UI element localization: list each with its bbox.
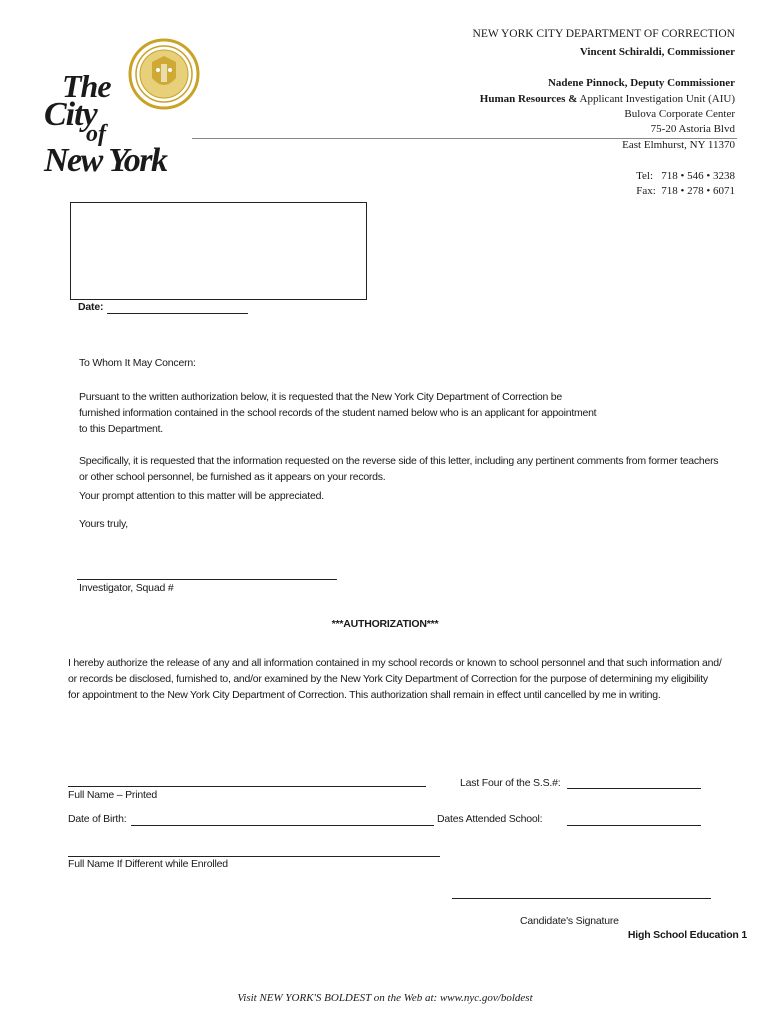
dob-field[interactable]	[131, 825, 434, 826]
form-id: High School Education 1	[627, 929, 747, 941]
investigator-label: Investigator, Squad #	[79, 582, 174, 594]
name-if-different-field[interactable]	[68, 856, 440, 857]
dates-attended-label: Dates Attended School:	[437, 813, 543, 825]
paragraph-1-line-1: Pursuant to the written authorization below, it is requested that the New York City Department of Correction be	[79, 391, 562, 403]
authorization-line-1: I hereby authorize the release of any and all information contained in my school records or known to school personnel and that such information and/	[68, 657, 722, 669]
fax-number: 718 • 278 • 6071	[661, 185, 735, 197]
paragraph-2	[79, 453, 759, 485]
logo-city: City	[44, 96, 97, 133]
full-name-field[interactable]	[68, 786, 426, 787]
dates-attended-field[interactable]	[567, 825, 701, 826]
authorization-text	[68, 655, 748, 703]
fax-label: Fax:	[636, 185, 656, 197]
department-name: NEW YORK CITY DEPARTMENT OF CORRECTION	[472, 28, 735, 40]
full-name-label: Full Name – Printed	[68, 789, 157, 801]
nyc-seal-icon	[128, 38, 200, 110]
paragraph-1-line-3: to this Department.	[79, 423, 163, 435]
ssn-label: Last Four of the S.S.#:	[460, 777, 561, 789]
address-line-2: 75-20 Astoria Blvd	[650, 123, 735, 135]
unit-name	[480, 93, 735, 105]
paragraph-2-line-2: or other school personnel, be furnished as it appears on your records.	[79, 471, 386, 483]
dob-label: Date of Birth:	[68, 813, 127, 825]
fax	[636, 185, 735, 197]
salutation: To Whom It May Concern:	[79, 357, 196, 369]
tel-number: 718 • 546 • 3238	[661, 170, 735, 182]
closing: Yours truly,	[79, 518, 128, 530]
investigator-signature-line[interactable]	[77, 579, 337, 580]
recipient-address-box[interactable]	[70, 202, 367, 300]
paragraph-2-line-1: Specifically, it is requested that the information requested on the reverse side of this letter, including any pertinent comments from former teachers	[79, 455, 719, 467]
unit-name-bold: Human Resources &	[479, 93, 578, 105]
tel-label: Tel:	[636, 170, 654, 182]
candidate-signature-field[interactable]	[452, 898, 711, 899]
candidate-signature-label: Candidate's Signature	[520, 915, 619, 927]
footer-web: Visit NEW YORK'S BOLDEST on the Web at: www.nyc.gov/boldest	[237, 992, 533, 1004]
authorization-line-3: for appointment to the New York City Department of Correction. This authorization shall remain in effect until cancelled by me in writing.	[68, 689, 661, 701]
ssn-field[interactable]	[567, 788, 701, 789]
paragraph-1-line-2: furnished information contained in the school records of the student named below who is an applicant for appointment	[79, 407, 597, 419]
logo-new-york: New York	[44, 142, 167, 179]
deputy-commissioner: Nadene Pinnock, Deputy Commissioner	[547, 77, 735, 89]
logo-the: The	[62, 68, 111, 104]
address-line-3: East Elmhurst, NY 11370	[622, 139, 735, 151]
date-label: Date:	[78, 301, 104, 313]
authorization-title: ***AUTHORIZATION***	[331, 618, 439, 630]
logo-of: of	[86, 121, 106, 147]
commissioner: Vincent Schiraldi, Commissioner	[579, 46, 735, 58]
unit-name-rest: Applicant Investigation Unit (AIU)	[577, 93, 735, 105]
paragraph-1	[79, 389, 759, 437]
name-if-different-label: Full Name If Different while Enrolled	[68, 858, 228, 870]
authorization-line-2: or records be disclosed, furnished to, and/or examined by the New York City Department of Correction for the purpose of determining my eligibility	[68, 673, 708, 685]
paragraph-3: Your prompt attention to this matter will be appreciated.	[79, 490, 325, 502]
nyc-logo	[40, 38, 195, 183]
address-line-1: Bulova Corporate Center	[624, 108, 735, 120]
telephone	[636, 170, 735, 182]
date-field[interactable]	[107, 313, 248, 314]
